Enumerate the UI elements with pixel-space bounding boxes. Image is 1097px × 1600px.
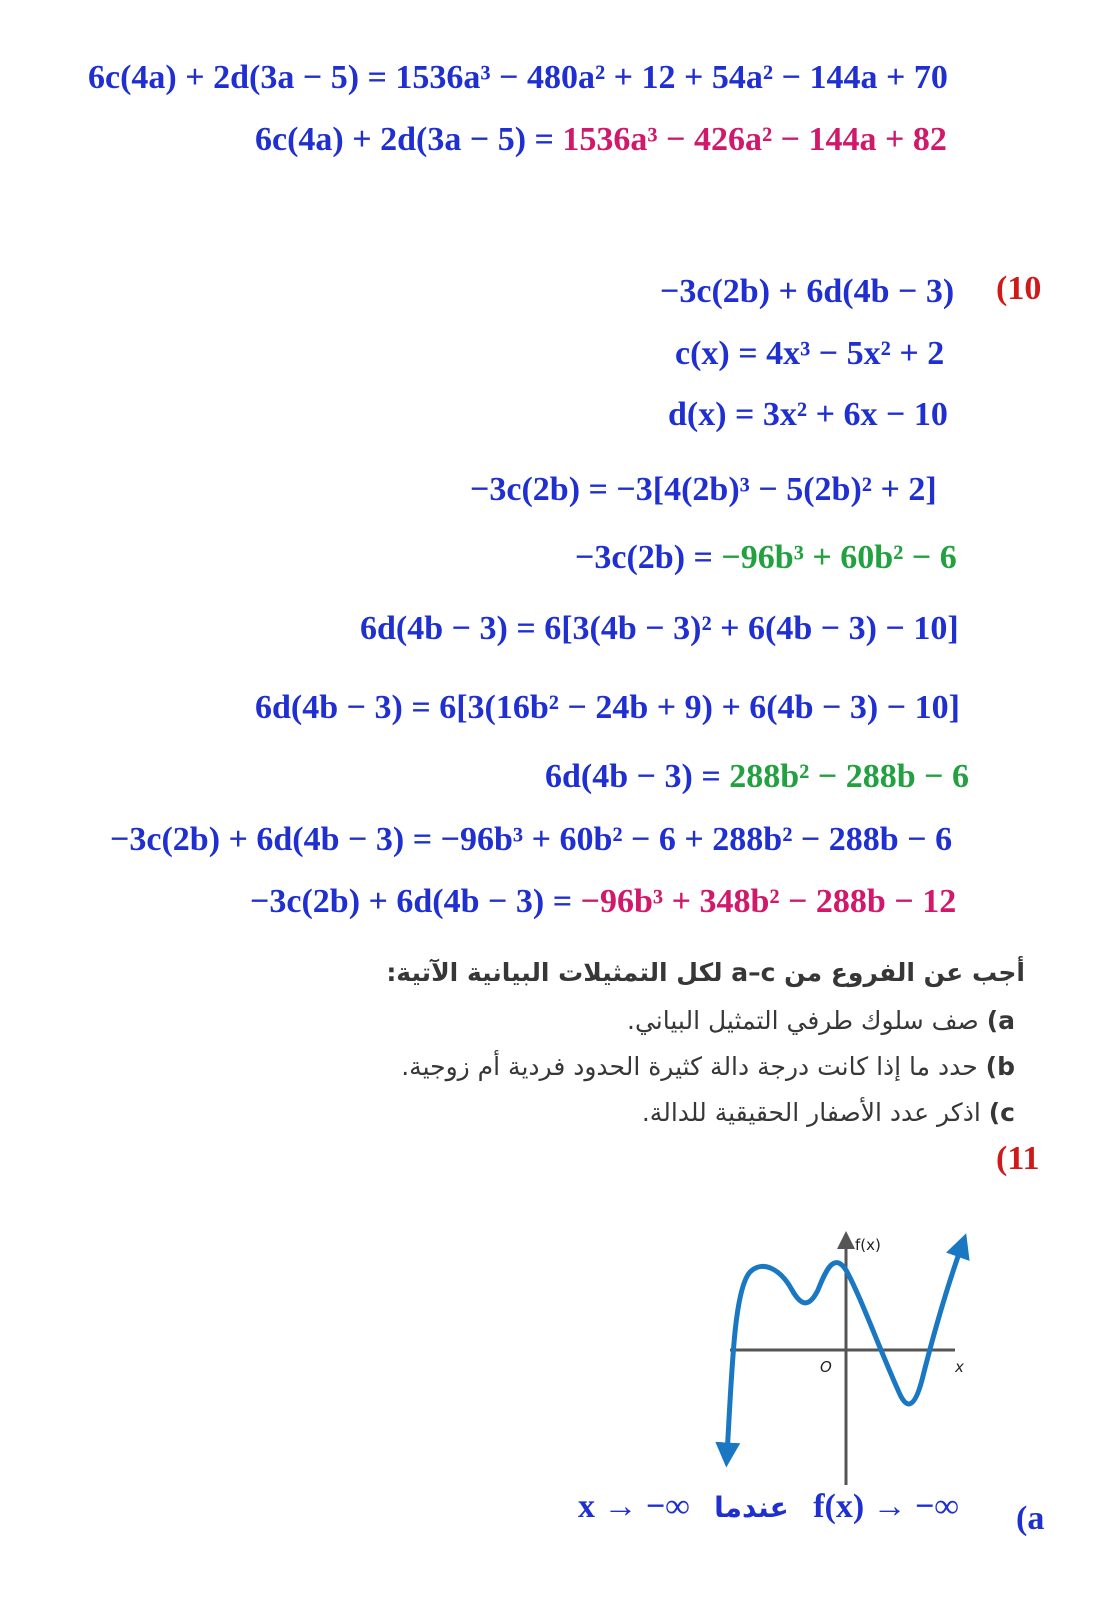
eq-10-step2-lhs: −3c(2b) = bbox=[575, 539, 713, 576]
eq-10-line0: −3c(2b) + 6d(4b − 3) bbox=[660, 273, 955, 310]
eq-10-step2-rhs: −96b³ + 60b² − 6 bbox=[721, 539, 957, 576]
eq-10-step5-rhs: 288b² − 288b − 6 bbox=[729, 758, 969, 795]
answer-a-condition: x → −∞ bbox=[578, 1488, 690, 1525]
answer-a-word: عندما bbox=[714, 1491, 789, 1524]
eq-10-step7 bbox=[250, 880, 956, 924]
eq-9-line2 bbox=[255, 118, 947, 162]
instruction-c bbox=[642, 1098, 1015, 1127]
eq-9-line2-rhs: 1536a³ − 426a² − 144a + 82 bbox=[562, 121, 947, 158]
instruction-b bbox=[401, 1052, 1015, 1081]
y-axis-label: f(x) bbox=[855, 1236, 881, 1254]
polynomial-graph bbox=[700, 1230, 1000, 1500]
answer-a-letter: (a bbox=[1016, 1500, 1045, 1537]
eq-10-step5 bbox=[545, 755, 969, 799]
origin-label: O bbox=[820, 1358, 832, 1376]
instruction-b-text: حدد ما إذا كانت درجة دالة كثيرة الحدود فردية أم زوجية. bbox=[401, 1052, 978, 1081]
eq-10-step2 bbox=[575, 536, 957, 580]
answer-a-limit: f(x) → −∞ bbox=[813, 1488, 959, 1525]
x-axis-label: x bbox=[955, 1358, 964, 1376]
eq-10-step3: 6d(4b − 3) = 6[3(4b − 3)² + 6(4b − 3) − 10] bbox=[360, 610, 959, 647]
instruction-b-letter: b) bbox=[985, 1052, 1015, 1081]
eq-10-step5-lhs: 6d(4b − 3) = bbox=[545, 758, 721, 795]
eq-10-step7-lhs: −3c(2b) + 6d(4b − 3) = bbox=[250, 883, 573, 920]
instruction-c-letter: c) bbox=[988, 1098, 1015, 1127]
problem-number-11: (11 bbox=[996, 1140, 1040, 1177]
instructions-intro bbox=[386, 958, 1025, 987]
eq-10-step6: −3c(2b) + 6d(4b − 3) = −96b³ + 60b² − 6 + 288b² − 288b − 6 bbox=[110, 821, 953, 858]
answer-a bbox=[578, 1488, 959, 1526]
problem-number-10: (10 bbox=[996, 270, 1042, 307]
eq-10-c-def: c(x) = 4x³ − 5x² + 2 bbox=[675, 335, 945, 372]
eq-10-step1: −3c(2b) = −3[4(2b)³ − 5(2b)² + 2] bbox=[470, 471, 937, 508]
instruction-a bbox=[627, 1006, 1015, 1035]
instructions-intro-text: أجب عن الفروع من a–c لكل التمثيلات البيانية الآتية: bbox=[386, 958, 1025, 987]
eq-9-line1-text: 6c(4a) + 2d(3a − 5) = 1536a³ − 480a² + 12 + 54a² − 144a + 70 bbox=[88, 59, 948, 96]
instruction-a-text: صف سلوك طرفي التمثيل البياني. bbox=[627, 1006, 979, 1035]
eq-10-step7-rhs: −96b³ + 348b² − 288b − 12 bbox=[580, 883, 957, 920]
eq-10-d-def: d(x) = 3x² + 6x − 10 bbox=[668, 396, 948, 433]
eq-9-line1 bbox=[88, 56, 948, 100]
eq-9-line2-lhs: 6c(4a) + 2d(3a − 5) = bbox=[255, 121, 554, 158]
eq-10-step4: 6d(4b − 3) = 6[3(16b² − 24b + 9) + 6(4b − 3) − 10] bbox=[255, 689, 960, 726]
instruction-c-text: اذكر عدد الأصفار الحقيقية للدالة. bbox=[641, 1098, 981, 1127]
instruction-a-letter: a) bbox=[986, 1006, 1015, 1035]
